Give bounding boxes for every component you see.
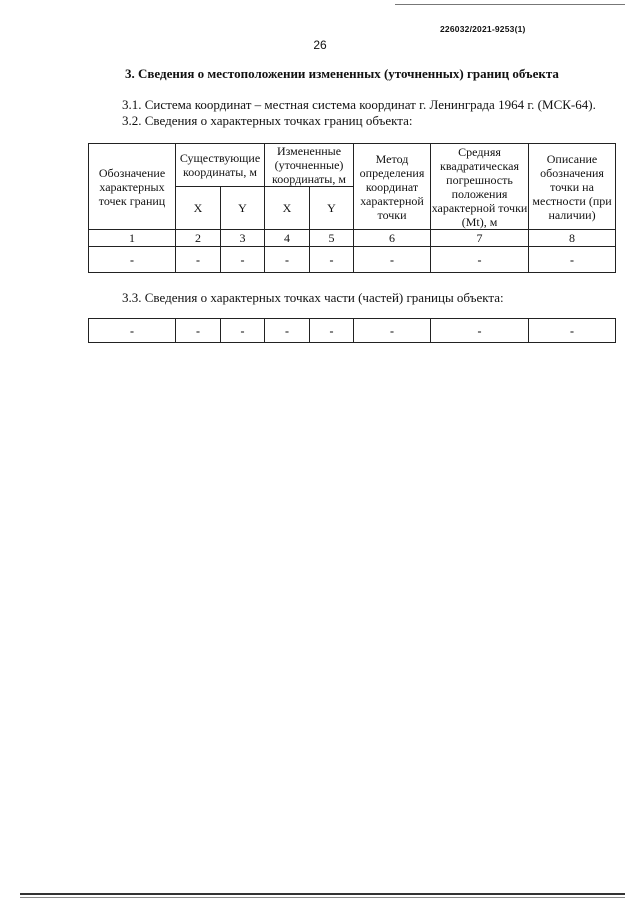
table-cell: -	[354, 319, 431, 343]
boundary-parts-table	[88, 318, 616, 343]
top-rule	[395, 4, 625, 5]
header-y-changed: Y	[310, 187, 354, 230]
table-cell: -	[89, 319, 176, 343]
table-cell: -	[310, 247, 354, 273]
header-existing-coordinates: Существующие координаты, м	[176, 144, 265, 187]
coordinate-system-line: 3.1. Система координат – местная система координат г. Ленинграда 1964 г. (МСК-64).	[122, 97, 596, 112]
table-cell: -	[176, 247, 221, 273]
boundary-parts-heading: 3.3. Сведения о характерных точках части (частей) границы объекта:	[122, 290, 504, 305]
boundary-points-heading: 3.2. Сведения о характерных точках границ объекта:	[122, 113, 413, 128]
header-mean-error: Средняя квадратическая погрешность положения характерной точки (Mt), м	[431, 144, 528, 229]
header-point-description: Описание обозначения точки на местности (при наличии)	[529, 144, 616, 230]
column-number: 6	[354, 230, 431, 247]
bottom-rule	[20, 893, 625, 895]
table-cell: -	[176, 319, 221, 343]
table-cell: -	[431, 319, 529, 343]
bottom-rule-thin	[20, 897, 625, 898]
table-cell: -	[221, 247, 265, 273]
table-cell: -	[431, 247, 529, 273]
column-number: 2	[176, 230, 221, 247]
header-x-existing: X	[176, 187, 221, 230]
column-number: 7	[431, 230, 529, 247]
header-y-existing: Y	[221, 187, 265, 230]
table-cell: -	[89, 247, 176, 273]
column-number: 3	[221, 230, 265, 247]
table-cell: -	[354, 247, 431, 273]
section-title: 3. Сведения о местоположении измененных (уточненных) границ объекта	[125, 66, 559, 81]
table-cell: -	[265, 247, 310, 273]
header-method: Метод определения координат характерной точки	[354, 144, 431, 230]
header-changed-coordinates: Измененные (уточненные) координаты, м	[265, 144, 354, 187]
column-number: 8	[529, 230, 616, 247]
header-point-designation: Обозначение характерных точек границ	[89, 144, 176, 230]
table-cell: -	[265, 319, 310, 343]
table-cell: -	[529, 247, 616, 273]
column-number: 1	[89, 230, 176, 247]
table-cell: -	[310, 319, 354, 343]
boundary-points-table	[88, 143, 616, 273]
column-number: 4	[265, 230, 310, 247]
header-x-changed: X	[265, 187, 310, 230]
column-number: 5	[310, 230, 354, 247]
page-number: 26	[313, 38, 327, 52]
table-cell: -	[221, 319, 265, 343]
table-cell: -	[529, 319, 616, 343]
document-number: 226032/2021-9253(1)	[440, 24, 526, 34]
